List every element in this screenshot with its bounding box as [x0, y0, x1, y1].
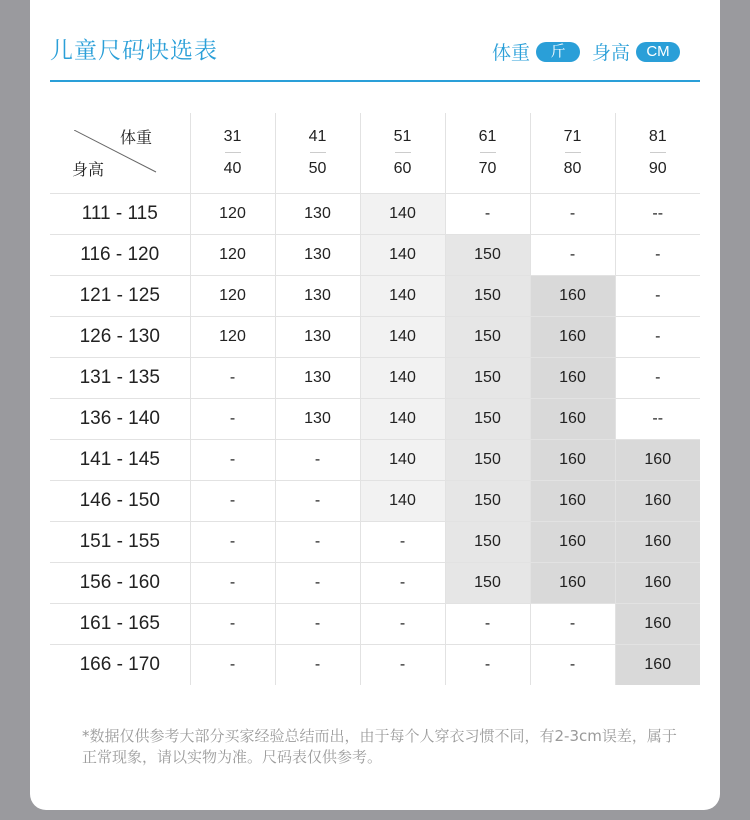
size-cell: --: [615, 399, 700, 440]
disclaimer-line: 正常现象，请以实物为准。尺码表仅供参考。: [82, 748, 383, 766]
disclaimer-line: *数据仅供参考大部分买家经验总结而出，由于每个人穿衣习惯不同，有2-3cm误差，属于: [82, 727, 677, 745]
size-cell: 150: [445, 481, 530, 522]
table-row: [50, 317, 700, 358]
size-cell: --: [615, 194, 700, 235]
size-cell: -: [445, 604, 530, 645]
size-cell: -: [275, 522, 360, 563]
size-cell: 120: [190, 276, 275, 317]
size-cell: 150: [445, 440, 530, 481]
weight-column-header: 41 50: [275, 113, 360, 194]
weight-column-header: 81 90: [615, 113, 700, 194]
table-row: [50, 235, 700, 276]
chart-header: [50, 30, 700, 82]
size-cell: 160: [615, 440, 700, 481]
size-cell: 160: [615, 481, 700, 522]
height-unit-label: 身高: [591, 42, 630, 64]
size-cell: 160: [530, 481, 615, 522]
weight-unit-label: 体重: [491, 42, 530, 64]
size-cell: 160: [530, 317, 615, 358]
size-cell: -: [530, 645, 615, 686]
height-range-label: 166 - 170: [50, 645, 190, 686]
size-cell: 150: [445, 358, 530, 399]
table-row: [50, 440, 700, 481]
height-range-label: 131 - 135: [50, 358, 190, 399]
height-unit-badge: CM: [636, 42, 680, 62]
size-cell: 150: [445, 399, 530, 440]
size-cell: -: [190, 399, 275, 440]
size-cell: 140: [360, 194, 445, 235]
size-cell: -: [190, 440, 275, 481]
size-cell: 140: [360, 440, 445, 481]
table-row: [50, 604, 700, 645]
height-range-label: 151 - 155: [50, 522, 190, 563]
size-cell: 150: [445, 563, 530, 604]
size-cell: -: [275, 481, 360, 522]
height-range-label: 161 - 165: [50, 604, 190, 645]
size-cell: 120: [190, 194, 275, 235]
size-cell: 150: [445, 276, 530, 317]
size-cell: 140: [360, 399, 445, 440]
size-cell: 160: [530, 440, 615, 481]
size-cell: 120: [190, 235, 275, 276]
size-cell: -: [360, 645, 445, 686]
size-cell: -: [360, 522, 445, 563]
size-cell: -: [615, 276, 700, 317]
size-cell: 160: [615, 604, 700, 645]
weight-unit-badge: 斤: [536, 42, 580, 62]
size-cell: 130: [275, 399, 360, 440]
height-range-label: 111 - 115: [50, 194, 190, 235]
table-row: [50, 522, 700, 563]
size-cell: 130: [275, 317, 360, 358]
size-cell: 160: [530, 563, 615, 604]
size-cell: 140: [360, 317, 445, 358]
table-row: [50, 563, 700, 604]
height-range-label: 156 - 160: [50, 563, 190, 604]
size-cell: -: [275, 604, 360, 645]
size-cell: 130: [275, 194, 360, 235]
size-cell: 160: [530, 358, 615, 399]
weight-column-header: 61 70: [445, 113, 530, 194]
size-cell: 140: [360, 481, 445, 522]
height-range-label: 116 - 120: [50, 235, 190, 276]
table-row: [50, 194, 700, 235]
weight-column-header: 31 40: [190, 113, 275, 194]
table-row: [50, 358, 700, 399]
table-row: [50, 399, 700, 440]
size-cell: -: [445, 194, 530, 235]
size-cell: -: [275, 563, 360, 604]
size-cell: -: [275, 440, 360, 481]
size-cell: -: [530, 194, 615, 235]
weight-header-row: [50, 113, 700, 194]
weight-column-header: 51 60: [360, 113, 445, 194]
size-cell: -: [615, 235, 700, 276]
size-cell: -: [615, 358, 700, 399]
size-cell: -: [190, 563, 275, 604]
size-cell: 120: [190, 317, 275, 358]
height-range-label: 146 - 150: [50, 481, 190, 522]
size-cell: -: [615, 317, 700, 358]
size-cell: -: [190, 481, 275, 522]
size-cell: 160: [530, 399, 615, 440]
size-cell: 140: [360, 358, 445, 399]
size-cell: 130: [275, 358, 360, 399]
size-cell: 160: [615, 645, 700, 686]
height-range-label: 121 - 125: [50, 276, 190, 317]
size-cell: -: [530, 604, 615, 645]
table-row: [50, 645, 700, 686]
size-cell: -: [360, 563, 445, 604]
size-cell: 150: [445, 522, 530, 563]
size-cell: 150: [445, 235, 530, 276]
size-cell: -: [190, 358, 275, 399]
disclaimer-note: [82, 726, 732, 768]
size-cell: -: [530, 235, 615, 276]
height-range-label: 126 - 130: [50, 317, 190, 358]
table-corner: [50, 113, 190, 194]
size-cell: 140: [360, 235, 445, 276]
weight-column-header: 71 80: [530, 113, 615, 194]
size-cell: -: [190, 604, 275, 645]
size-cell: 160: [530, 522, 615, 563]
height-range-label: 136 - 140: [50, 399, 190, 440]
size-cell: -: [445, 645, 530, 686]
corner-height-label: 身高: [72, 160, 105, 179]
size-cell: -: [275, 645, 360, 686]
unit-legend: [492, 38, 680, 65]
corner-weight-label: 体重: [120, 128, 153, 147]
size-cell: 150: [445, 317, 530, 358]
size-table: [50, 113, 700, 685]
size-cell: 160: [530, 276, 615, 317]
chart-title: 儿童尺码快选表: [50, 38, 218, 64]
height-range-label: 141 - 145: [50, 440, 190, 481]
table-row: [50, 276, 700, 317]
size-cell: 130: [275, 276, 360, 317]
table-row: [50, 481, 700, 522]
size-cell: -: [190, 522, 275, 563]
size-chart-card: [30, 0, 720, 810]
size-cell: 160: [615, 522, 700, 563]
size-cell: 140: [360, 276, 445, 317]
size-cell: -: [190, 645, 275, 686]
size-cell: 130: [275, 235, 360, 276]
size-cell: -: [360, 604, 445, 645]
size-cell: 160: [615, 563, 700, 604]
